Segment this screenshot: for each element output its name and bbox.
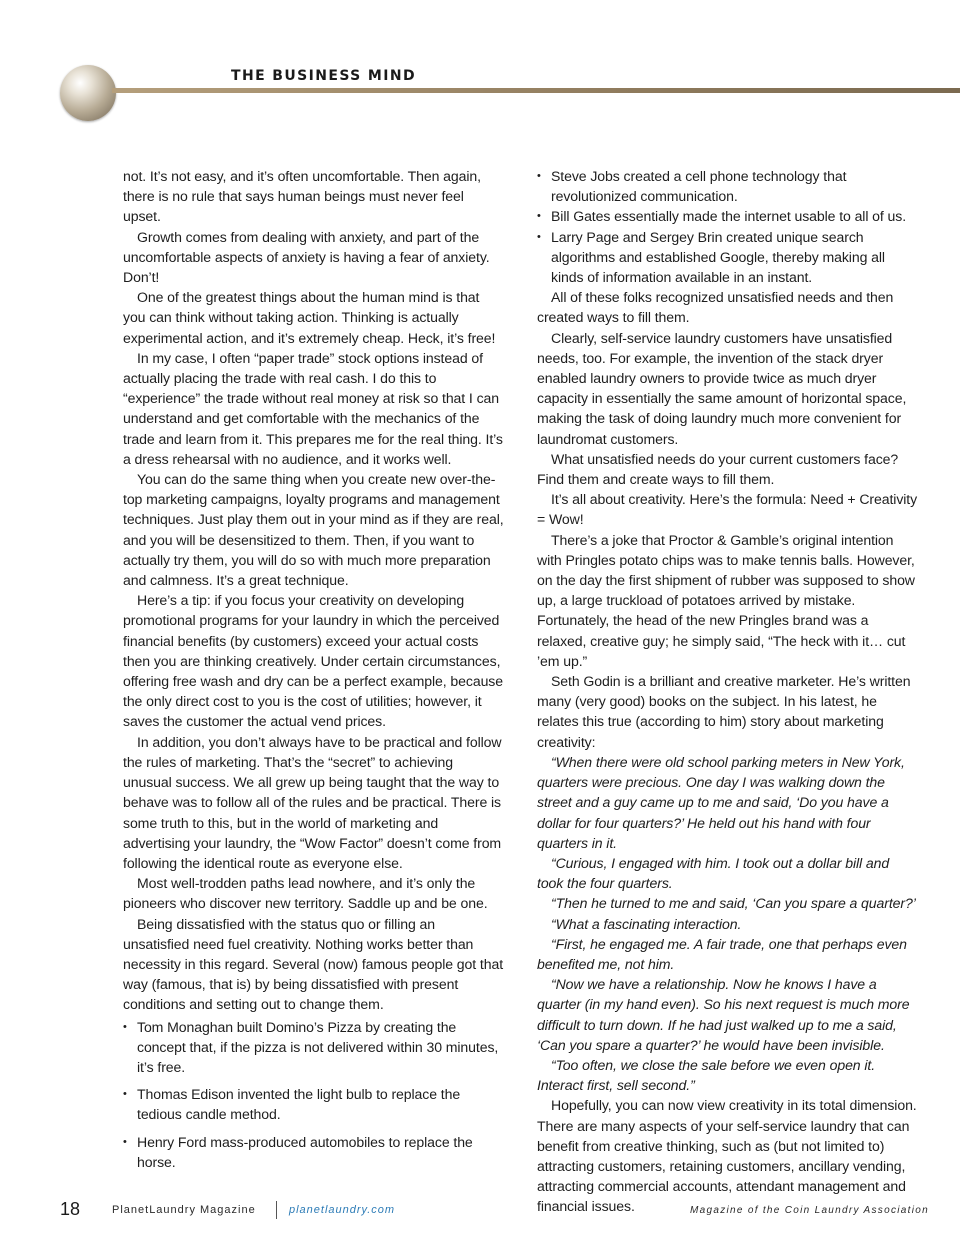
quote-paragraph: “First, he engaged me. A fair trade, one that perhaps even benefited me, not him. — [537, 935, 907, 972]
quote-paragraph: “When there were old school parking meters in New York, quarters were precious. One day I was walking down the street and a guy came up to me and said, ‘Do you have a dollar for four quarters?’ He held out his hand with four quarters in it. — [537, 753, 905, 851]
footer-divider — [276, 1201, 277, 1219]
quote-paragraph: “Now we have a relationship. Now he knows I have a quarter (in my hand even). So his next request is much more difficult to turn down. If he had just walked up to me a said, ‘Can you spare a quarter?’ he would have been invisible. — [537, 976, 910, 1053]
page-number: 18 — [60, 1199, 81, 1219]
left-column — [123, 166, 505, 1172]
magazine-name: PlanetLaundry Magazine — [112, 1204, 256, 1216]
paragraph: In addition, you don’t always have to be practical and follow the rules of marketing. That’s the “secret” to achieving unusual success. We all grew up being taught that the way to behave was to follow all of the rules and be practical. There is some truth to this, but in the world of marketing and advertising your laundry, the “Wow Factor” doesn’t come from following the identical route as everyone else. — [123, 733, 502, 871]
paragraph: Being dissatisfied with the status quo or filling an unsatisfied need fuel creativity. Nothing works better than necessity in this regard. Several (now) famous people got that way (famous, that is) by being dissatisfied with present conditions and setting out to change them. — [123, 915, 504, 1013]
bullet-item: • Bill Gates essentially made the internet usable to all of us. — [537, 206, 919, 226]
page-header — [0, 0, 960, 130]
paragraph: Growth comes from dealing with anxiety, and part of the uncomfortable aspects of anxiety is having a fear of anxiety. Don’t! — [123, 228, 490, 286]
paragraph: There’s a joke that Proctor & Gamble’s original intention with Pringles potato chips was to make tennis balls. However, on the day the first shipment of rubber was supposed to show up, a large truckload of potatoes arrived by mistake. Fortunately, the head of the new Pringles brand was a relaxed, creative guy; he simply said, “The heck with it… cut ’em up.” — [537, 531, 915, 669]
paragraph: It’s all about creativity. Here’s the formula: Need + Creativity = Wow! — [537, 491, 918, 528]
paragraph: In my case, I often “paper trade” stock options instead of actually placing the trade with real cash. I do this to “experience” the trade without real money at risk so that I can understand and get comfortable with the mechanics of the trade and learn from it. This prepares me for the real thing. It’s a dress rehearsal with no audience, and it works well. — [123, 349, 503, 467]
paragraph: What unsatisfied needs do your current customers face? Find them and create ways to fill them. — [537, 450, 899, 488]
bullet-item: • Steve Jobs created a cell phone technology that revolutionized communication. — [537, 166, 919, 206]
bullet-item: • Larry Page and Sergey Brin created unique search algorithms and established Google, thereby making all kinds of information available in an instant. — [537, 227, 919, 288]
paragraph: You can do the same thing when you create new over-the-top marketing campaigns, loyalty programs and management techniques. Just play them out in your mind as if they are real, and you will be desensitized to them. Then, if you want to actually try them, you will do so with much more preparation and calmness. It’s a great technique. — [123, 471, 504, 589]
right-column — [537, 166, 919, 1217]
paragraph: Here’s a tip: if you focus your creativity on developing promotional programs for your laundry in which the perceived financial benefits (by customers) exceed your actual costs then you are thinking creatively. Under certain circumstances, offering free wash and dry can be a perfect example, because the only direct cost to you is the cost of utilities; however, it saves the customer the actual vend prices. — [123, 592, 503, 730]
section-title: THE BUSINESS MIND — [231, 68, 417, 84]
bullet-list — [537, 166, 919, 287]
bullet-item: • Tom Monaghan built Domino’s Pizza by creating the concept that, if the pizza is not delivered within 30 minutes, it’s free. — [123, 1017, 505, 1078]
paragraph: Seth Godin is a brilliant and creative marketer. He’s written many (very good) books on the subject. In his latest, he relates this true (according to him) story about marketing creativity: — [537, 673, 911, 750]
paragraph: One of the greatest things about the human mind is that you can think without taking action. Thinking is actually experimental action, and it’s extremely cheap. Heck, it’s free! — [123, 289, 496, 346]
paragraph: All of these folks recognized unsatisfied needs and then created ways to fill them. — [537, 289, 894, 326]
magazine-tagline: Magazine of the Coin Laundry Association — [690, 1205, 929, 1216]
section-disc-ornament — [60, 65, 116, 121]
page-footer — [0, 1195, 960, 1225]
quote-paragraph: “What a fascinating interaction. — [551, 915, 742, 932]
paragraph: Most well-trodden paths lead nowhere, and it’s only the pioneers who discover new territory. Saddle up and be one. — [123, 875, 488, 912]
header-rule — [112, 88, 960, 93]
website-link[interactable]: planetlaundry.com — [289, 1204, 396, 1216]
paragraph: Hopefully, you can now view creativity in its total dimension. There are many aspects of your self-service laundry that can benefit from creative thinking, such as (but not limited to) attracting customers, retaining customers, ancillary vending, attracting commercial accounts, attendant management and financial issues. — [537, 1097, 917, 1215]
bullet-list — [123, 1017, 505, 1172]
bullet-item: • Thomas Edison invented the light bulb to replace the tedious candle method. — [123, 1084, 505, 1124]
paragraph: Clearly, self-service laundry customers have unsatisfied needs, too. For example, the invention of the stack dryer enabled laundry owners to provide twice as much dryer capacity in essentially the same amount of horizontal space, making the task of doing laundry much more convenient for laundromat customers. — [537, 329, 907, 447]
paragraph: not. It’s not easy, and it’s often uncomfortable. Then again, there is no rule that says human beings must never feel upset. — [123, 168, 481, 225]
quote-paragraph: “Too often, we close the sale before we even open it. Interact first, sell second.” — [537, 1056, 876, 1094]
quote-paragraph: “Curious, I engaged with him. I took out a dollar bill and took the four quarters. — [537, 854, 890, 892]
bullet-item: • Henry Ford mass-produced automobiles to replace the horse. — [123, 1132, 505, 1172]
quote-paragraph: “Then he turned to me and said, ‘Can you spare a quarter?’ — [551, 895, 916, 912]
